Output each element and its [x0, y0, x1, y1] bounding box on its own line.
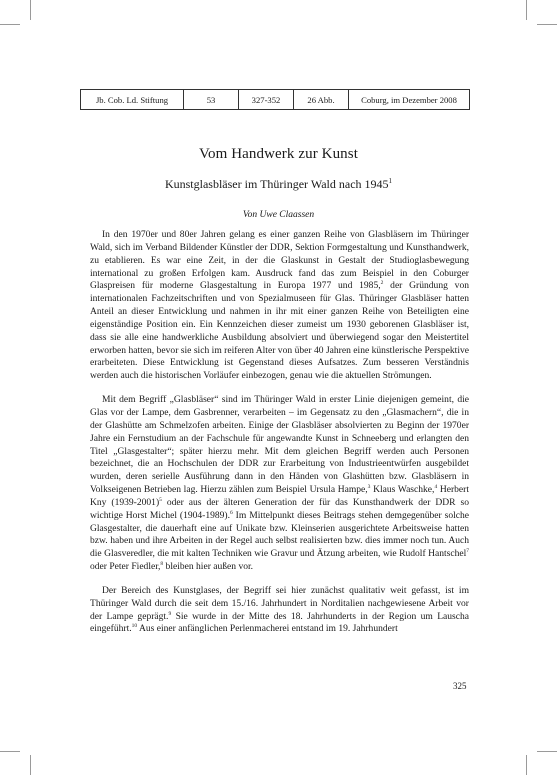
paragraph-text: Der Bereich des Kunstglases, der Begriff sei hier zunächst qualitativ weit gefasst, ist im Thüringer Wald durch die seit dem 15./16. Jahrhundert in Norditalien nachgewiesene Arbeit vor der Lampe geprägt. — [90, 584, 469, 622]
footnote-marker: 9 — [168, 610, 172, 617]
crop-mark — [0, 751, 20, 752]
paragraph-text: bleiben hier außen vor. — [163, 561, 254, 573]
paragraph-text: oder aus der älteren Generation der für das Kunsthandwerk der DDR so wichtige Horst Michel (1904-1989). — [90, 496, 469, 521]
body-paragraph — [90, 585, 469, 636]
body-paragraph — [90, 229, 469, 383]
paragraph-text: Sie wurde in der Mitte des 18. Jahrhunderts in der Region um Lauscha eingeführt. — [90, 610, 469, 635]
footnote-marker: 2 — [380, 280, 384, 287]
crop-mark — [30, 755, 31, 775]
paragraph-text: oder Peter Fiedler, — [90, 561, 161, 573]
article-author: Von Uwe Claassen — [242, 210, 315, 220]
crop-mark — [30, 0, 31, 20]
place-date-cell: Coburg, im Dezember 2008 — [349, 90, 470, 110]
footnote-marker: 4 — [434, 483, 438, 490]
footnote-marker: 1 — [388, 177, 393, 185]
journal-header-table — [80, 89, 470, 110]
journal-name-cell: Jb. Cob. Ld. Stiftung — [81, 90, 184, 110]
volume-cell: 53 — [184, 90, 239, 110]
footnote-marker: 10 — [131, 623, 138, 630]
crop-mark — [526, 0, 527, 20]
footnote-marker: 5 — [159, 496, 162, 503]
paragraph-text: der Gründung von internationalen Fachzeitschriften und von Spezialmuseen für Glas. Thüringer Glasbläser hatten Anteil an dieser Entwicklung und nahmen in ihr mit einer ganzen Reihe von Beteiligten eine eigenständige Position ein. Ein Kennzeichen dieser zumeist um 1930 geborenen Glasbläser ist, dass sie alle eine handwerkliche Ausbildung absolviert und überwiegend sogar den Meistertitel erworben hatten, bevor sie sich im reiferen Alter von über 40 Jahren eine künstlerische Perspektive erarbeiteten. Diese Entwicklung ist Gegenstand dieses Aufsatzes. Zum besseren Verständnis werden auch die historischen Vorläufer einbezogen, genau wie die aktuellen Strömungen. — [90, 280, 469, 382]
paragraph-text: Klaus Waschke, — [370, 484, 435, 496]
footnote-marker: 6 — [230, 509, 233, 516]
subtitle-text: Kunstglasbläser im Thüringer Wald nach 1945 — [164, 177, 389, 191]
article-subtitle — [0, 177, 557, 192]
body-paragraph — [90, 394, 469, 574]
paragraph-text: Im Mittelpunkt dieses Beitrags stehen demgegenüber solche Glasgestalter, die dauerhaft eine auf Unikate bzw. Kleinserien ausgerichtete Arbeitsweise hatten bzw. haben und ihre Arbeiten in der Regel auch selbst realisierten bzw. dies immer noch tun. Auch die Glasveredler, die mit kalten Techniken wie Gravur und Ätzung arbeiten, wie Rudolf Hantschel — [90, 509, 470, 560]
paragraph-text: Mit dem Begriff „Glasbläser“ sind im Thüringer Wald in erster Linie diejenigen gemeint, die Glas vor der Lampe, dem Gasbrenner, verarbeiten – im Gegensatz zu den „Glasmachern“, die in der Glashütte am Schmelzofen arbeiten. Einige der Glasbläser absolvierten zu Beginn der 1970er Jahre ein Fernstudium an der Fachschule für angewandte Kunst in Schneeberg und erlangten den Titel „Glasgestalter“; später hierzu mehr. Mit dem gleichen Begriff werden auch Personen bezeichnet, die an Hochschulen der DDR zur Erarbeitung von Industrieentwürfen ausgebildet wurden, deren serielle Ausführung dann in den Händen von Glashütten bzw. Glasbläsern in Volkseigenen Betrieben lag. Hierzu zählen zum Beispiel Ursula Hampe, — [90, 394, 469, 496]
figures-cell: 26 Abb. — [294, 90, 349, 110]
footnote-marker: 3 — [367, 483, 371, 490]
crop-mark — [537, 751, 557, 752]
article-body — [90, 229, 469, 636]
paragraph-text: In den 1970er und 80er Jahren gelang es einer ganzen Reihe von Glasbläsern im Thüringer Wald, sich im Verband Bildender Künstler der DDR, Sektion Formgestaltung und Kunsthandwerk, zu etablieren. Es war eine Zeit, in der die Glaskunst in Gestalt der Studioglasbewegung international zu großen Erfolgen kam. Ausdruck fand das zum Beispiel in den Coburger Glaspreisen für moderne Glasgestaltung in Europa 1977 und 1985, — [90, 229, 469, 292]
crop-mark — [526, 755, 527, 775]
article-title: Vom Handwerk zur Kunst — [199, 146, 358, 162]
pages-cell: 327-352 — [239, 90, 294, 110]
crop-mark — [0, 24, 20, 25]
paragraph-text: Aus einer anfänglichen Perlenmacherei entstand im 19. Jahrhundert — [137, 623, 398, 635]
journal-header-row — [81, 90, 470, 110]
crop-mark — [537, 24, 557, 25]
footnote-marker: 8 — [160, 560, 164, 567]
paragraph-text: Herbert Kny (1939-2001) — [90, 484, 469, 508]
page-number: 325 — [453, 681, 467, 691]
footnote-marker: 7 — [466, 548, 469, 555]
